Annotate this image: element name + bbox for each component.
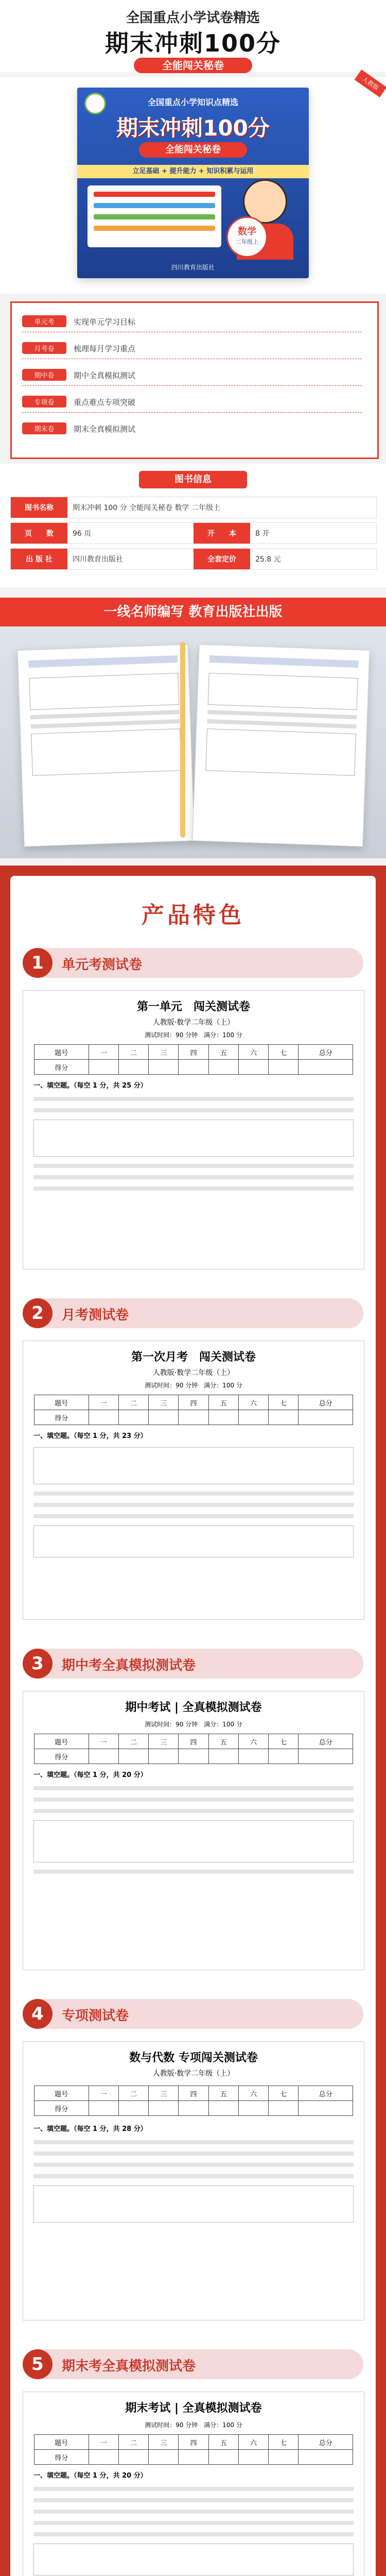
score-header: 一 [89, 1045, 118, 1060]
score-table [34, 2434, 353, 2465]
feature-header [23, 1999, 363, 2029]
info-title: 图书信息 [139, 471, 247, 488]
features-title: 产品特色 [142, 902, 244, 928]
feature-section-5 [23, 2349, 363, 2576]
score-header: 七 [269, 1395, 299, 1410]
book-subtitle: 全能闯关秘卷 [139, 142, 247, 158]
contents-tag: 专项卷 [22, 396, 66, 408]
feature-number: 4 [23, 1999, 52, 2029]
score-header: 四 [179, 2435, 208, 2450]
feature-title: 专项测试卷 [62, 2008, 129, 2024]
paper-heading: 期末考试 | 全真模拟测试卷 [125, 2402, 262, 2415]
score-header: 题号 [34, 1395, 89, 1410]
info-row-name [10, 497, 377, 518]
score-header: 二 [118, 2086, 148, 2101]
info-value: 8 开 [255, 530, 270, 538]
contents-text: 实现单元学习目标 [74, 317, 136, 327]
score-header: 六 [238, 1395, 268, 1410]
open-book-left-page [17, 644, 195, 846]
score-header: 总分 [299, 2435, 353, 2450]
feature-section-4 [23, 1999, 363, 2329]
sample-paper [23, 2041, 364, 2320]
contents-tag: 期末卷 [22, 422, 66, 434]
contents-item [22, 339, 362, 359]
info-value: 期末冲刺 100 分 全能闯关秘卷 数学 二年级上 [73, 504, 220, 512]
contents-item [22, 366, 362, 386]
features-inner [10, 876, 376, 2576]
feature-header [23, 1298, 363, 1328]
score-header: 一 [89, 1734, 118, 1749]
book-grade: 二年级上 [236, 239, 258, 245]
paper-subheading: 人教版·数学二年级（上） [152, 1019, 235, 1027]
info-row-publisher [10, 548, 377, 570]
top-header [0, 0, 386, 72]
score-header: 六 [238, 2435, 268, 2450]
book-grade-badge [226, 216, 268, 258]
info-label: 开 本 [194, 523, 250, 544]
paper-time: 测试时间：90 分钟 满分：100 分 [145, 1721, 242, 1728]
sample-paper [23, 2392, 364, 2576]
score-row-label: 得分 [34, 1749, 89, 1764]
teacher-banner [0, 598, 386, 626]
score-header: 题号 [34, 1734, 89, 1749]
book-features-strip: 立足基础 + 提升能力 + 知识积累与运用 [77, 165, 309, 178]
feature-title: 期末考全真模拟测试卷 [62, 2359, 196, 2374]
paper-subheading: 人教版·数学二年级（上） [152, 1369, 235, 1377]
feature-number: 5 [23, 2349, 52, 2379]
contents-box [10, 301, 379, 459]
paper-heading: 数与代数 专项闯关测试卷 [129, 2052, 258, 2064]
score-header: 总分 [299, 1045, 353, 1060]
score-header: 六 [238, 1734, 268, 1749]
score-table [34, 2086, 353, 2116]
sample-paper [23, 1341, 364, 1620]
sample-paper [23, 1691, 364, 1970]
paper-heading: 期中考试 | 全真模拟测试卷 [125, 1701, 262, 1714]
open-book-photo [0, 626, 386, 858]
score-header: 二 [118, 1734, 148, 1749]
score-header: 四 [179, 1395, 208, 1410]
feature-header [23, 2349, 363, 2379]
score-header: 五 [208, 1395, 238, 1410]
book-subject: 数学 [238, 226, 256, 237]
score-header: 题号 [34, 2435, 89, 2450]
score-table [34, 1734, 353, 1764]
paper-time: 测试时间：90 分钟 满分：100 分 [145, 2421, 242, 2429]
top-subtitle-badge: 全能闯关秘卷 [134, 58, 252, 73]
paper-time: 测试时间：90 分钟 满分：100 分 [145, 1382, 242, 1389]
book-title: 期末冲刺100分 [116, 115, 270, 141]
paper-question: 一、填空题。（每空 1 分，共 25 分） [33, 1082, 147, 1090]
contents-text: 梳理每月学习重点 [74, 344, 136, 353]
score-header: 七 [269, 1734, 299, 1749]
paper-question: 一、填空题。（每空 1 分，共 23 分） [33, 1432, 147, 1440]
score-header: 四 [179, 2086, 208, 2101]
score-header: 五 [208, 2435, 238, 2450]
paper-question: 一、填空题。（每空 1 分，共 28 分） [33, 2125, 147, 2133]
score-header: 二 [118, 2435, 148, 2450]
info-section [0, 464, 386, 587]
score-header: 四 [179, 1734, 208, 1749]
contents-text: 期末全真模拟测试 [74, 425, 136, 434]
score-row-label: 得分 [34, 2101, 89, 2116]
score-header: 一 [89, 2435, 118, 2450]
score-header: 总分 [299, 1734, 353, 1749]
score-header: 七 [269, 2435, 299, 2450]
info-value: 25.8 元 [255, 555, 281, 564]
contents-tag: 月考卷 [22, 342, 66, 354]
cover-area [0, 77, 386, 294]
book-inner-panel [87, 185, 221, 247]
feature-title: 月考测试卷 [62, 1308, 129, 1323]
score-header: 一 [89, 2086, 118, 2101]
top-title: 期末冲刺100分 [104, 29, 282, 57]
book-cover [77, 88, 309, 278]
info-label: 页 数 [11, 523, 67, 544]
score-header: 三 [149, 1734, 179, 1749]
score-header: 二 [118, 1045, 148, 1060]
feature-title: 单元考测试卷 [62, 957, 143, 973]
paper-time: 测试时间：90 分钟 满分：100 分 [145, 1031, 242, 1039]
score-header: 七 [269, 1045, 299, 1060]
feature-section-3 [23, 1649, 363, 1978]
contents-item [22, 393, 362, 413]
feature-number: 1 [23, 948, 52, 978]
features-panel [0, 866, 386, 2576]
score-header: 三 [149, 2086, 179, 2101]
info-row-pages [10, 522, 377, 544]
feature-title: 期中考全真模拟测试卷 [62, 1658, 196, 1673]
paper-subheading: 人教版·数学二年级（上） [152, 2070, 235, 2078]
contents-item [22, 419, 362, 439]
score-header: 三 [149, 2435, 179, 2450]
score-header: 一 [89, 1395, 118, 1410]
score-header: 总分 [299, 2086, 353, 2101]
paper-heading: 第一次月考 闯关测试卷 [131, 1351, 256, 1364]
paper-question: 一、填空题。（每空 1 分，共 20 分） [33, 1771, 147, 1779]
contents-text: 期中全真模拟测试 [74, 371, 136, 380]
info-value: 96 页 [73, 530, 92, 538]
score-header: 七 [269, 2086, 299, 2101]
feature-header [23, 948, 363, 978]
book-top-label: 全国重点小学知识点精选 [147, 97, 238, 107]
feature-section-1 [23, 948, 363, 1278]
corner-tag: 人教版 [355, 70, 386, 97]
score-table [34, 1044, 353, 1075]
paper-question: 一、填空题。（每空 1 分，共 20 分） [33, 2472, 147, 2480]
score-header: 五 [208, 2086, 238, 2101]
score-header: 五 [208, 1045, 238, 1060]
paper-heading: 第一单元 闯关测试卷 [136, 1001, 250, 1013]
top-heading: 全国重点小学试卷精选 [126, 10, 260, 26]
pencil-image [180, 642, 185, 838]
score-header: 题号 [34, 1045, 89, 1060]
score-header: 四 [179, 1045, 208, 1060]
score-row-label: 得分 [34, 1060, 89, 1075]
info-label: 图书名称 [11, 497, 67, 518]
score-header: 题号 [34, 2086, 89, 2101]
banner-text: 一线名师编写 教育出版社出版 [103, 604, 283, 620]
sample-paper [23, 990, 364, 1269]
score-table [34, 1395, 353, 1425]
score-header: 三 [149, 1045, 179, 1060]
contents-tag: 单元考 [22, 315, 66, 327]
score-row-label: 得分 [34, 1410, 89, 1425]
info-label: 全套定价 [194, 549, 250, 569]
contents-text: 重点难点专项突破 [74, 398, 136, 407]
contents-tag: 期中卷 [22, 369, 66, 381]
score-header: 二 [118, 1395, 148, 1410]
info-value: 四川教育出版社 [73, 555, 123, 564]
score-row-label: 得分 [34, 2450, 89, 2465]
score-header: 五 [208, 1734, 238, 1749]
score-header: 三 [149, 1395, 179, 1410]
book-publisher: 四川教育出版社 [171, 264, 215, 271]
score-header: 六 [238, 1045, 268, 1060]
feature-number: 2 [23, 1298, 52, 1328]
score-header: 六 [238, 2086, 268, 2101]
contents-item [22, 312, 362, 332]
feature-section-2 [23, 1298, 363, 1628]
feature-header [23, 1649, 363, 1679]
open-book-right-page [192, 644, 370, 846]
score-header: 总分 [299, 1395, 353, 1410]
feature-number: 3 [23, 1649, 52, 1679]
info-label: 出 版 社 [11, 549, 67, 569]
